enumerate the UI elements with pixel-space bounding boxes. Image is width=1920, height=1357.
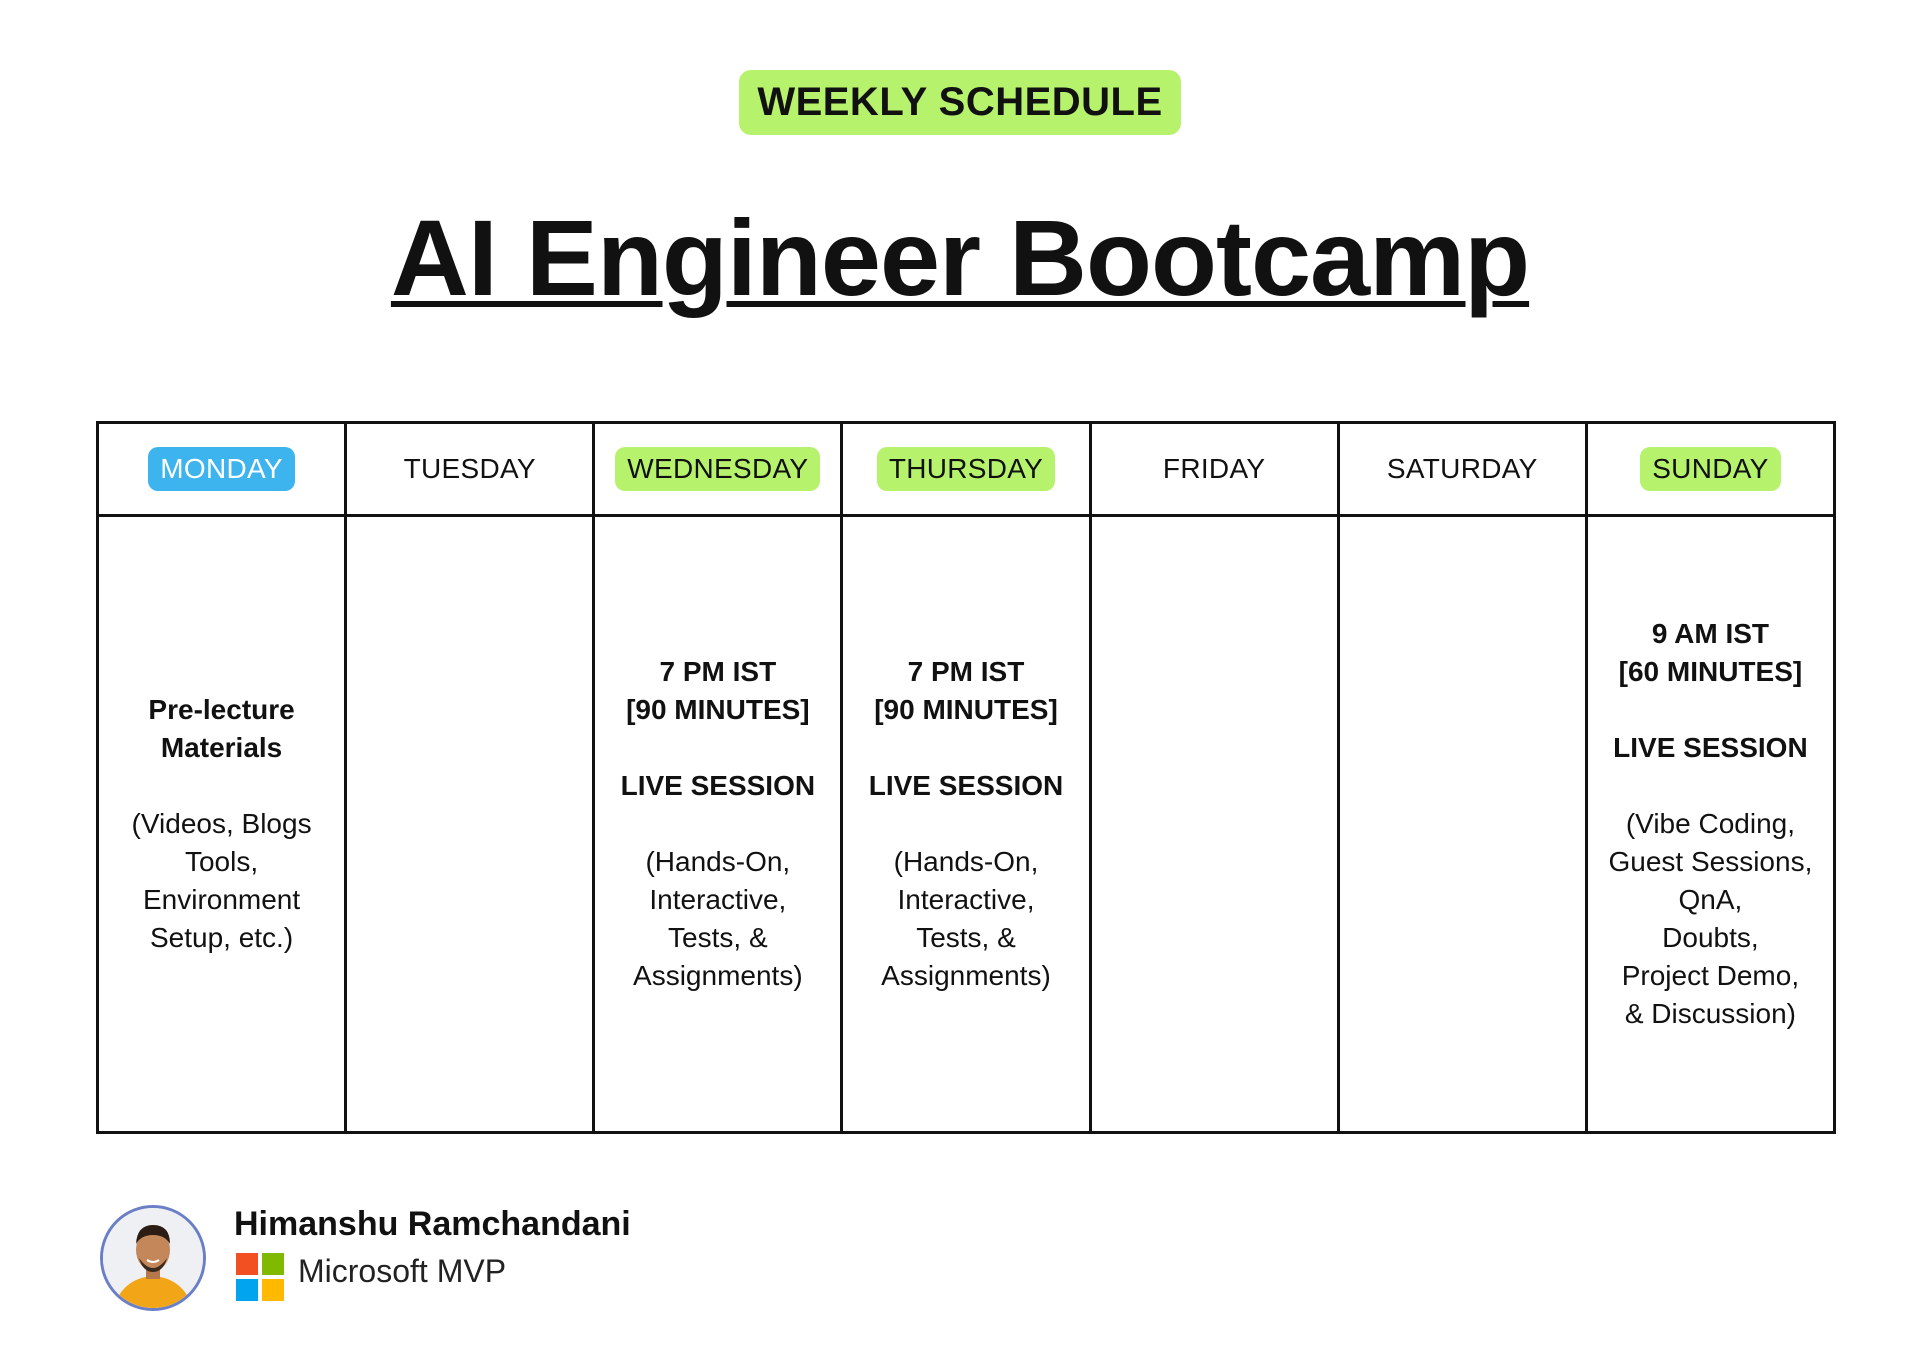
sunday-detail-line5: Project Demo, — [1621, 960, 1800, 991]
weekly-schedule-tag: WEEKLY SCHEDULE — [739, 70, 1180, 135]
sunday-detail-line4: Doubts, — [1662, 922, 1759, 953]
wednesday-duration: [90 MINUTES] — [626, 694, 810, 725]
cell-saturday — [1338, 516, 1586, 1133]
header-cell-friday — [1090, 423, 1338, 516]
wednesday-detail-line4: Assignments) — [633, 960, 803, 991]
monday-title-line2: Materials — [160, 732, 283, 763]
wednesday-detail-line1: (Hands-On, — [645, 846, 791, 877]
page-title: AI Engineer Bootcamp — [390, 197, 1530, 318]
day-label-thursday: THURSDAY — [877, 447, 1055, 491]
sunday-detail-line3: QnA, — [1678, 884, 1743, 915]
wednesday-session-type: LIVE SESSION — [620, 770, 816, 801]
wednesday-time: 7 PM IST — [659, 656, 777, 687]
header-cell-monday — [98, 423, 346, 516]
wednesday-detail-line3: Tests, & — [668, 922, 768, 953]
thursday-time: 7 PM IST — [907, 656, 1025, 687]
day-label-sunday: SUNDAY — [1640, 447, 1780, 491]
schedule-body-row — [98, 516, 1835, 1133]
monday-title-line1: Pre-lecture — [148, 694, 295, 725]
monday-detail-line3: Environment — [142, 884, 301, 915]
header-cell-wednesday — [594, 423, 842, 516]
thursday-detail-line1: (Hands-On, — [893, 846, 1039, 877]
day-label-wednesday: WEDNESDAY — [615, 447, 820, 491]
spacer — [851, 805, 1080, 843]
author-name: Himanshu Ramchandani — [234, 1205, 631, 1243]
microsoft-logo-icon — [236, 1253, 284, 1301]
thursday-detail-line4: Assignments) — [881, 960, 1051, 991]
day-label-monday: MONDAY — [148, 447, 295, 491]
avatar — [100, 1205, 206, 1311]
sunday-session-type: LIVE SESSION — [1613, 732, 1808, 763]
header-cell-thursday — [842, 423, 1090, 516]
thursday-detail-line2: Interactive, — [897, 884, 1035, 915]
cell-wednesday — [594, 516, 842, 1133]
wednesday-detail-line2: Interactive, — [649, 884, 787, 915]
logo-square-green — [262, 1253, 284, 1275]
sunday-detail-line1: (Vibe Coding, — [1625, 808, 1795, 839]
header-cell-sunday — [1586, 423, 1834, 516]
thursday-session-type: LIVE SESSION — [868, 770, 1064, 801]
thursday-duration: [90 MINUTES] — [874, 694, 1058, 725]
tag-container — [0, 70, 1920, 135]
logo-square-yellow — [262, 1279, 284, 1301]
cell-friday — [1090, 516, 1338, 1133]
avatar-illustration — [103, 1208, 203, 1308]
logo-square-blue — [236, 1279, 258, 1301]
spacer — [603, 805, 832, 843]
monday-detail-line4: Setup, etc.) — [149, 922, 294, 953]
day-label-saturday: SATURDAY — [1386, 453, 1538, 484]
title-container — [0, 198, 1920, 318]
spacer — [1596, 767, 1825, 805]
sunday-detail-line2: Guest Sessions, — [1608, 846, 1813, 877]
cell-thursday — [842, 516, 1090, 1133]
thursday-detail-line3: Tests, & — [916, 922, 1016, 953]
author-footer — [100, 1205, 800, 1315]
cell-monday — [98, 516, 346, 1133]
logo-square-red — [236, 1253, 258, 1275]
days-header-row — [98, 423, 1835, 516]
header-cell-tuesday — [346, 423, 594, 516]
author-role: Microsoft MVP — [298, 1253, 507, 1289]
spacer — [851, 729, 1080, 767]
sunday-time: 9 AM IST — [1651, 618, 1770, 649]
weekly-schedule-table — [96, 421, 1836, 1134]
header-cell-saturday — [1338, 423, 1586, 516]
cell-sunday — [1586, 516, 1834, 1133]
spacer — [603, 729, 832, 767]
day-label-tuesday: TUESDAY — [403, 453, 536, 484]
spacer — [107, 767, 336, 805]
monday-detail-line1: (Videos, Blogs — [131, 808, 312, 839]
sunday-duration: [60 MINUTES] — [1618, 656, 1803, 687]
day-label-friday: FRIDAY — [1162, 453, 1266, 484]
monday-detail-line2: Tools, — [184, 846, 259, 877]
cell-tuesday — [346, 516, 594, 1133]
sunday-detail-line6: & Discussion) — [1624, 998, 1796, 1029]
spacer — [1596, 691, 1825, 729]
